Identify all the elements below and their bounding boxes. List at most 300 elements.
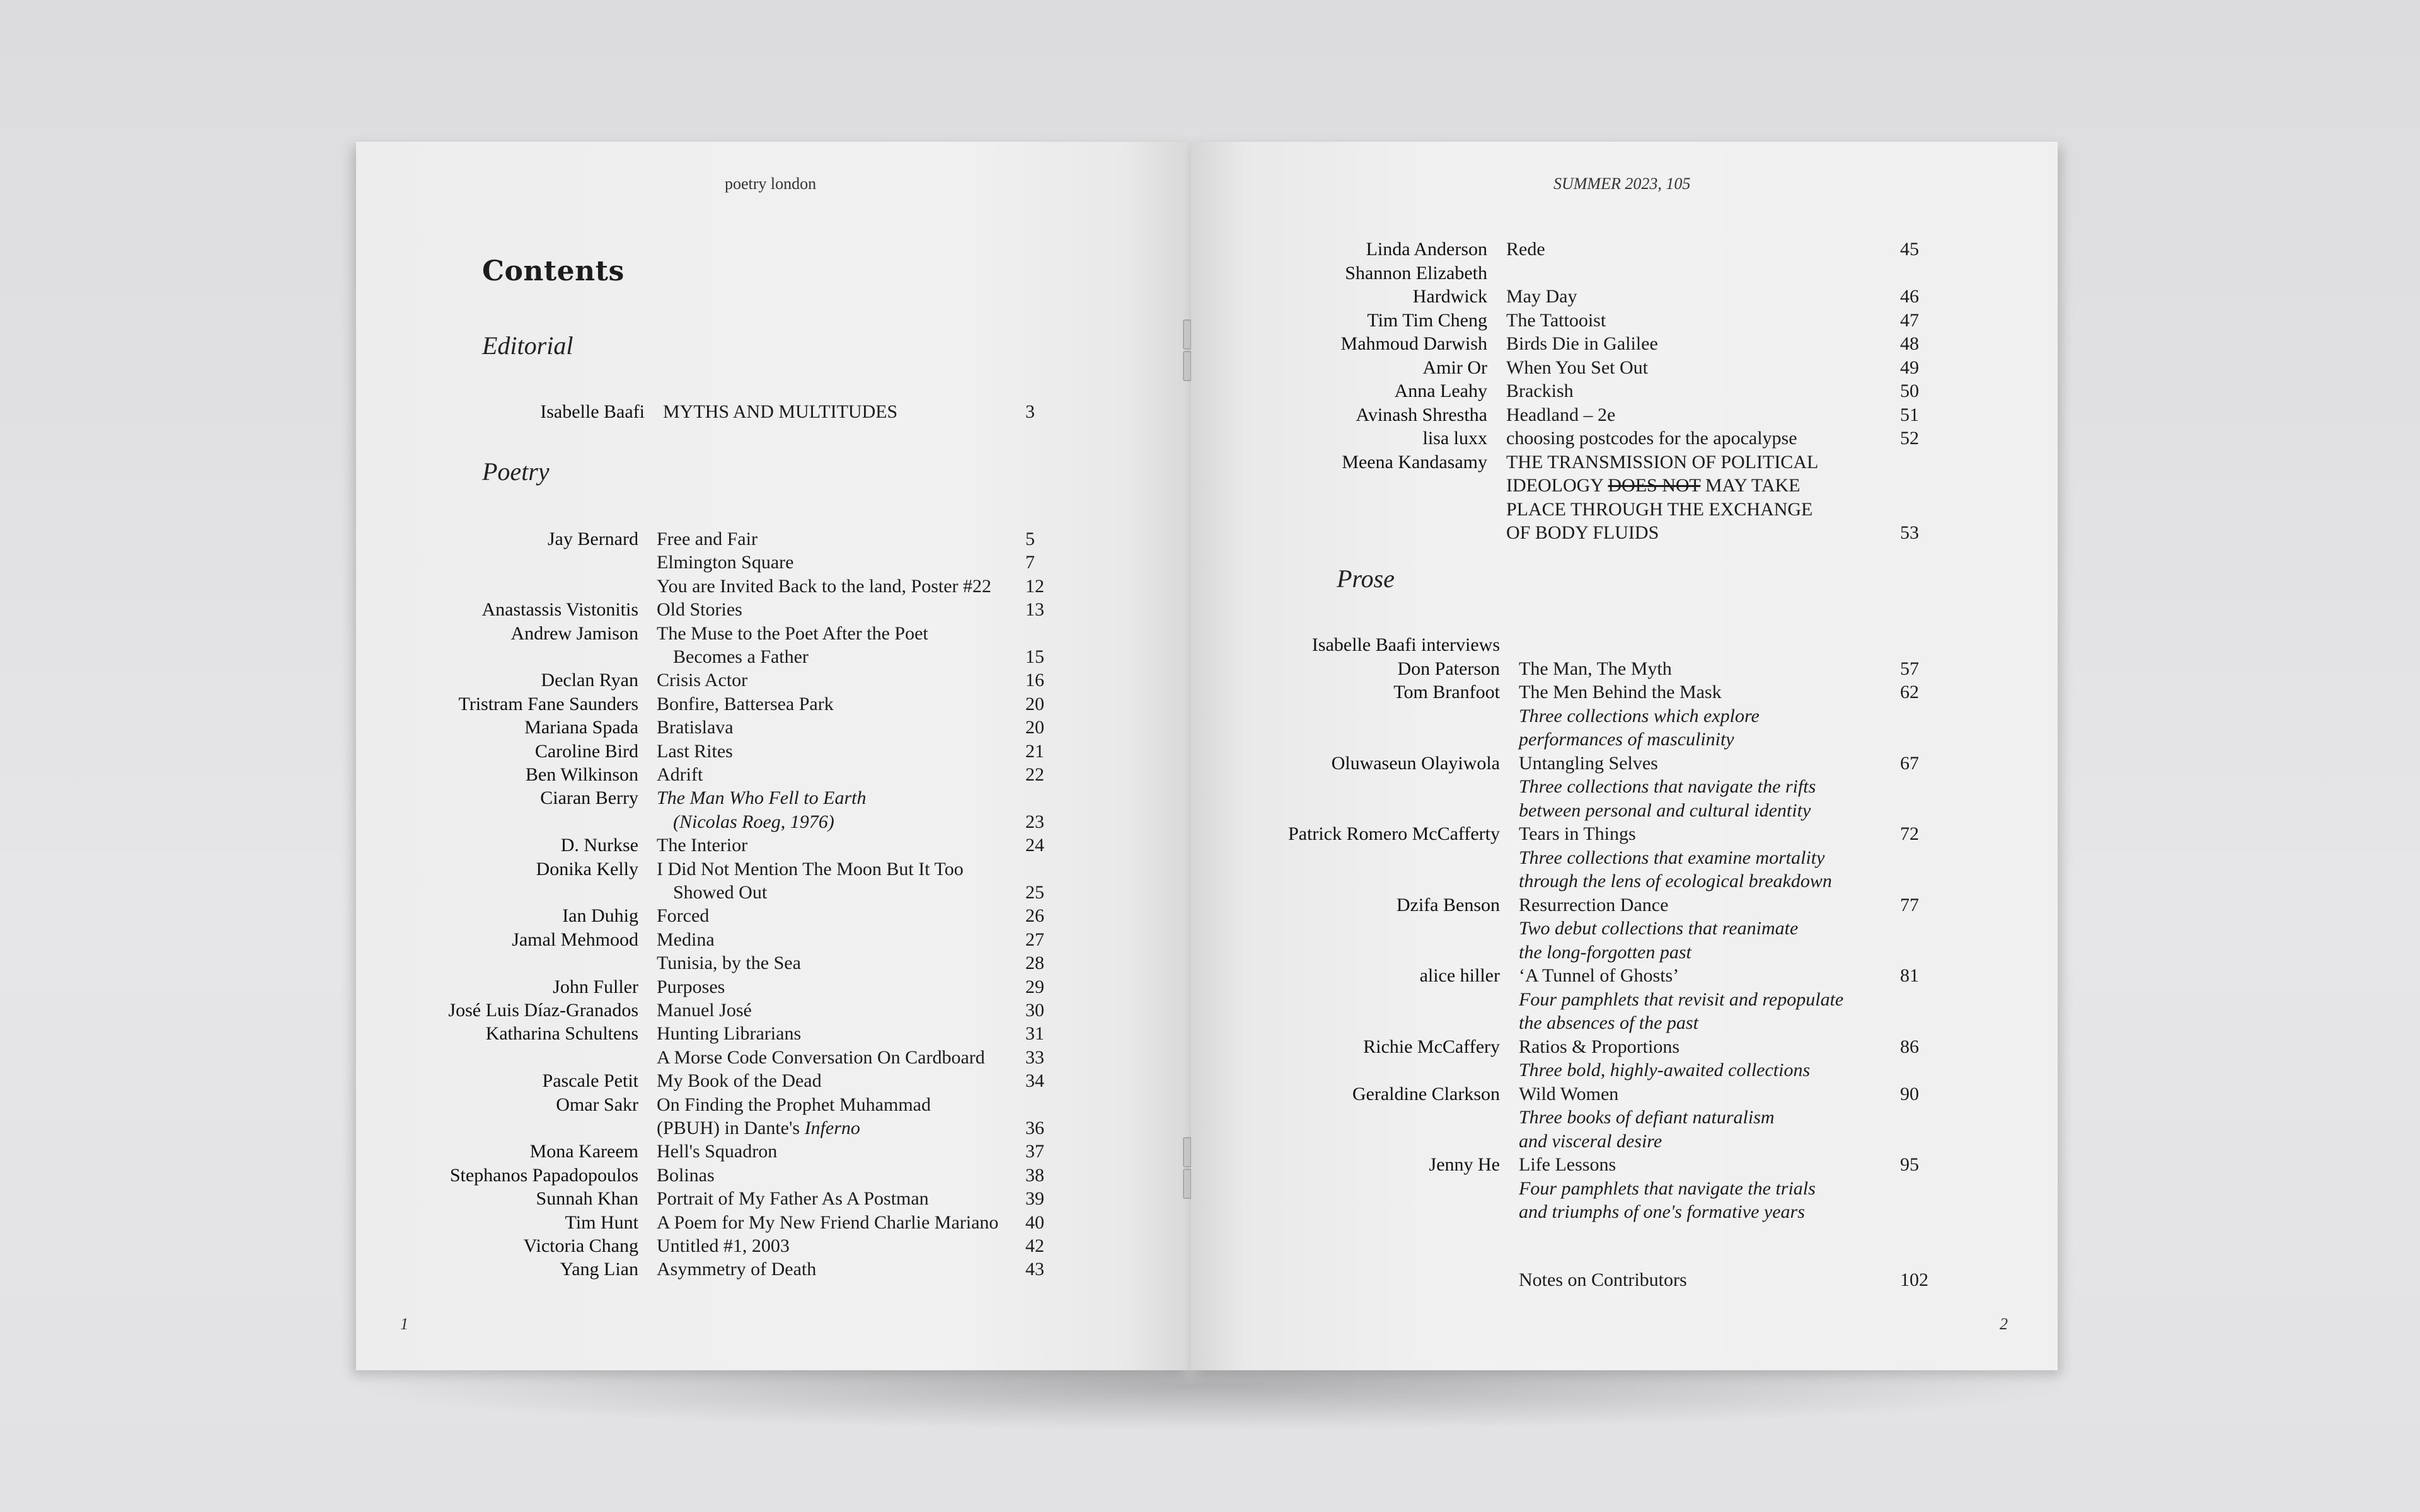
toc-title-text: Life Lessons (1519, 1154, 1616, 1175)
toc-title (1506, 309, 1606, 332)
toc-title-text: (Nicolas Roeg, 1976) (673, 811, 834, 832)
toc-title (1506, 356, 1648, 379)
toc-row (1191, 450, 2058, 474)
toc-row (356, 1187, 1191, 1210)
toc-row (356, 400, 1191, 423)
toc-row (1191, 988, 2058, 1011)
toc-title (657, 1257, 816, 1281)
toc-row (356, 999, 1191, 1022)
toc-row (1191, 752, 2058, 775)
toc-row (1191, 403, 2058, 427)
toc-page-number: 30 (1025, 1000, 1044, 1021)
toc-page-number: 16 (1025, 670, 1044, 691)
toc-page-number: 22 (1025, 764, 1044, 785)
toc-title (1519, 704, 1760, 728)
toc-row (1191, 893, 2058, 917)
toc-row (356, 622, 1191, 645)
running-head-left: poetry london (725, 175, 817, 193)
folio-right: 2 (2000, 1315, 2008, 1333)
toc-title (1519, 869, 1832, 893)
toc-title-text: Ratios & Proportions (1519, 1036, 1680, 1057)
toc-title-text: Four pamphlets that revisit and repopulate (1519, 988, 1844, 1010)
toc-page-number: 72 (1900, 823, 1919, 844)
toc-row (1191, 799, 2058, 822)
toc-page-number: 77 (1900, 894, 1919, 915)
toc-title-text: Medina (657, 929, 715, 950)
toc-title (657, 622, 928, 645)
toc-title (1519, 1200, 1805, 1223)
toc-title-text: Wild Women (1519, 1083, 1619, 1104)
toc-title-text: choosing postcodes for the apocalypse (1506, 428, 1797, 449)
toc-page-number: 40 (1025, 1211, 1044, 1233)
toc-page-number: 31 (1025, 1023, 1044, 1045)
toc-author: Geraldine Clarkson (1352, 1083, 1500, 1104)
toc-row (1191, 680, 2058, 704)
toc-title (1506, 285, 1577, 308)
toc-title (657, 763, 703, 786)
toc-title-text: Hell's Squadron (657, 1141, 778, 1162)
toc-page-number: 15 (1025, 646, 1044, 667)
toc-row (356, 716, 1191, 739)
toc-author: Omar Sakr (556, 1094, 638, 1115)
toc-page-number: 5 (1025, 529, 1035, 549)
toc-title-text: Bolinas (657, 1164, 715, 1186)
toc-title-text: performances of masculinity (1519, 729, 1734, 750)
notes-page: 102 (1900, 1269, 1928, 1290)
toc-page-number: 7 (1025, 552, 1035, 573)
staple-top-2 (1183, 351, 1191, 381)
toc-title-text: OF BODY FLUIDS (1506, 522, 1659, 543)
toc-title-text: and triumphs of one's formative years (1519, 1201, 1805, 1222)
toc-row (356, 928, 1191, 951)
toc-title (1519, 1082, 1618, 1106)
toc-title (1519, 822, 1636, 845)
toc-title-text: The Man, The Myth (1519, 658, 1672, 679)
toc-title-text: Tears in Things (1519, 823, 1636, 844)
toc-author: Pascale Petit (542, 1070, 638, 1092)
toc-row (1191, 238, 2058, 261)
toc-title (1519, 846, 1824, 869)
toc-title-text: Crisis Actor (657, 670, 748, 691)
toc-author: Linda Anderson (1366, 239, 1487, 260)
toc-author: Ian Duhig (562, 905, 638, 927)
toc-title (1519, 657, 1672, 680)
left-page (356, 142, 1191, 1370)
toc-page-number: 3 (1025, 401, 1035, 422)
toc-title-text: Untangling Selves (1519, 752, 1658, 774)
toc-row (356, 740, 1191, 763)
toc-row (1191, 1106, 2058, 1129)
toc-author: Mahmoud Darwish (1340, 333, 1487, 354)
toc-title (1519, 1177, 1816, 1200)
toc-page-number: 25 (1025, 882, 1044, 903)
toc-author: Avinash Shrestha (1356, 404, 1487, 425)
toc-author: Amir Or (1422, 357, 1487, 378)
toc-page-number: 36 (1025, 1118, 1044, 1138)
toc-row (356, 575, 1191, 598)
toc-row (356, 1069, 1191, 1092)
toc-row (356, 692, 1191, 716)
toc-page-number: 34 (1025, 1070, 1044, 1092)
toc-author: alice hiller (1419, 965, 1500, 986)
toc-author: José Luis Díaz-Granados (448, 1000, 638, 1021)
toc-page-number: 38 (1025, 1164, 1044, 1186)
toc-author: Katharina Schultens (485, 1023, 638, 1045)
toc-row (356, 763, 1191, 786)
toc-author: lisa luxx (1422, 428, 1487, 449)
toc-title (1519, 1058, 1810, 1082)
toc-row (1191, 498, 2058, 521)
toc-row (1191, 1153, 2058, 1176)
toc-page-number: 47 (1900, 309, 1919, 331)
toc-author: Oluwaseun Olayiwola (1331, 752, 1500, 774)
toc-title-text: (PBUH) in Dante's (657, 1118, 800, 1138)
toc-author: Tim Tim Cheng (1367, 309, 1487, 331)
toc-title-text: Two debut collections that reanimate (1519, 918, 1799, 939)
toc-author: Victoria Chang (523, 1235, 638, 1256)
toc-row (1191, 704, 2058, 728)
toc-author: Tom Branfoot (1393, 682, 1500, 702)
toc-title (657, 716, 734, 739)
toc-title-text: Resurrection Dance (1519, 894, 1669, 915)
contents-title: Contents (482, 255, 625, 287)
toc-title (1506, 403, 1615, 427)
toc-title (1506, 498, 1812, 521)
toc-title-text: Tunisia, by the Sea (657, 953, 801, 974)
folio-left: 1 (400, 1315, 408, 1333)
toc-row (356, 1164, 1191, 1187)
toc-page-number: 39 (1025, 1188, 1044, 1210)
staple-bottom-2 (1183, 1169, 1191, 1199)
toc-title-text: THE TRANSMISSION OF POLITICAL (1506, 451, 1819, 472)
toc-author: Anastassis Vistonitis (481, 599, 638, 621)
toc-title-text: the absences of the past (1519, 1012, 1698, 1033)
toc-row (356, 1046, 1191, 1069)
toc-title-text: Old Stories (657, 599, 742, 621)
toc-row (356, 1022, 1191, 1045)
toc-author: Isabelle Baafi interviews (1311, 634, 1500, 655)
toc-page-number: 50 (1900, 381, 1919, 401)
toc-page-number: 12 (1025, 575, 1044, 597)
toc-title (1519, 941, 1691, 964)
toc-page-number: 37 (1025, 1141, 1044, 1162)
toc-row (1191, 1011, 2058, 1034)
toc-title (657, 1093, 931, 1116)
toc-title (657, 904, 709, 927)
toc-row (1191, 309, 2058, 332)
toc-row (1191, 846, 2058, 869)
toc-author: Jenny He (1429, 1154, 1500, 1175)
toc-title (1519, 680, 1722, 704)
toc-title-text: I Did Not Mention The Moon But It Too (657, 858, 964, 879)
toc-title (657, 692, 834, 716)
toc-row (1191, 521, 2058, 544)
toc-page-number: 23 (1025, 811, 1044, 832)
toc-title (657, 740, 733, 763)
toc-title (673, 810, 834, 833)
toc-title (1506, 332, 1658, 355)
toc-page-number: 43 (1025, 1259, 1044, 1280)
toc-title-text: Three collections that examine mortality (1519, 847, 1825, 868)
toc-title-text: Free and Fair (657, 529, 758, 549)
toc-title-text: Bonfire, Battersea Park (657, 693, 834, 714)
toc-row (356, 668, 1191, 692)
toc-title (657, 951, 801, 975)
toc-row (1191, 822, 2058, 845)
toc-title (1519, 1153, 1616, 1176)
toc-row (356, 1257, 1191, 1281)
toc-author: Patrick Romero McCafferty (1288, 823, 1500, 844)
toc-title-text: My Book of the Dead (657, 1070, 822, 1092)
toc-row (356, 1116, 1191, 1140)
toc-author: Isabelle Baafi (540, 401, 645, 422)
toc-title-text: The Man Who Fell to Earth (657, 788, 867, 809)
toc-author: Ben Wilkinson (525, 764, 638, 785)
toc-author: Meena Kandasamy (1342, 451, 1487, 472)
toc-title (657, 1164, 715, 1187)
toc-page-number: 49 (1900, 357, 1919, 378)
toc-row (1191, 427, 2058, 450)
toc-title-text: PLACE THROUGH THE EXCHANGE (1506, 498, 1813, 520)
toc-author: Anna Leahy (1394, 381, 1487, 401)
toc-title-text: Last Rites (657, 740, 733, 762)
toc-title (657, 598, 742, 621)
prose-heading: Prose (1337, 564, 1395, 593)
toc-title (1506, 427, 1797, 450)
toc-row (1191, 917, 2058, 940)
toc-row (356, 975, 1191, 999)
toc-title (1519, 917, 1798, 940)
toc-author: John Fuller (553, 976, 638, 997)
toc-row (356, 881, 1191, 904)
toc-title (1519, 964, 1679, 987)
toc-row (1191, 1200, 2058, 1223)
toc-title (657, 527, 758, 551)
toc-title-text: Becomes a Father (673, 646, 809, 667)
toc-page-number: 57 (1900, 658, 1919, 679)
staple-bottom (1183, 1137, 1191, 1167)
toc-page-number: 90 (1900, 1083, 1919, 1104)
toc-row (1191, 869, 2058, 893)
toc-author: Jamal Mehmood (512, 929, 638, 950)
toc-page-number: 20 (1025, 693, 1044, 714)
toc-page-number: 29 (1025, 976, 1044, 997)
toc-row (356, 1211, 1191, 1234)
toc-row (1191, 1177, 2058, 1200)
toc-author: Don Paterson (1397, 658, 1500, 679)
toc-author: Donika Kelly (536, 858, 638, 879)
toc-title (1519, 752, 1658, 775)
toc-page-number: 13 (1025, 599, 1044, 621)
toc-author: Mariana Spada (524, 717, 638, 738)
toc-title-text: Three bold, highly-awaited collections (1519, 1060, 1811, 1080)
toc-title (657, 1069, 822, 1092)
toc-page-number: 86 (1900, 1036, 1919, 1057)
notes-title: Notes on Contributors (1519, 1269, 1687, 1290)
toc-page-number: 24 (1025, 835, 1044, 856)
toc-author: Mona Kareem (529, 1141, 638, 1162)
toc-row (1191, 775, 2058, 798)
toc-title-text: Bratislava (657, 717, 734, 738)
toc-title-text: You are Invited Back to the land, Poster #22 (657, 575, 992, 597)
toc-title-text: MYTHS AND MULTITUDES (663, 401, 898, 422)
toc-row (1191, 1130, 2058, 1153)
toc-page-number: 26 (1025, 905, 1044, 927)
toc-row (1191, 941, 2058, 964)
toc-title-text: Birds Die in Galilee (1506, 333, 1658, 354)
toc-row (1191, 474, 2058, 497)
toc-title (657, 1022, 801, 1045)
toc-title-text: Rede (1506, 239, 1545, 260)
toc-title-text: Portrait of My Father As A Postman (657, 1188, 929, 1210)
toc-author: Sunnah Khan (536, 1188, 638, 1210)
toc-page-number: 20 (1025, 717, 1044, 738)
toc-author: Richie McCaffery (1363, 1036, 1500, 1057)
toc-title (657, 975, 725, 999)
toc-page-number: 46 (1900, 286, 1919, 307)
toc-title (657, 999, 752, 1022)
running-head-right: SUMMER 2023, 105 (1553, 175, 1691, 193)
toc-page-number: 81 (1900, 965, 1919, 986)
toc-title-strikethrough: DOES NOT (1608, 475, 1701, 496)
toc-title (657, 928, 715, 951)
toc-author: Ciaran Berry (540, 788, 638, 809)
toc-author: Stephanos Papadopoulos (449, 1164, 638, 1186)
toc-title (657, 551, 793, 574)
toc-author: Declan Ryan (541, 670, 638, 691)
toc-page-number: 51 (1900, 404, 1919, 425)
toc-author: Tristram Fane Saunders (458, 693, 638, 714)
toc-row (356, 951, 1191, 975)
toc-title-text: Brackish (1506, 381, 1574, 401)
toc-title-text: Showed Out (673, 882, 768, 903)
toc-row (1191, 964, 2058, 987)
toc-title-text: Three books of defiant naturalism (1519, 1107, 1775, 1128)
toc-title-text: Four pamphlets that navigate the trials (1519, 1177, 1816, 1199)
toc-page-number: 95 (1900, 1154, 1919, 1175)
toc-title (1519, 893, 1668, 917)
toc-author: Tim Hunt (565, 1211, 638, 1233)
toc-row (1191, 633, 2058, 656)
toc-title (1506, 450, 1818, 474)
toc-row (356, 833, 1191, 857)
toc-title (657, 668, 747, 692)
notes-row (1191, 1268, 2058, 1292)
toc-page-number: 33 (1025, 1046, 1044, 1068)
toc-title (1506, 521, 1659, 544)
toc-title-text: Hunting Librarians (657, 1023, 802, 1045)
toc-page-number: 42 (1025, 1235, 1044, 1256)
toc-row (1191, 1035, 2058, 1058)
toc-row (356, 1093, 1191, 1116)
toc-author: Andrew Jamison (510, 622, 638, 644)
right-page (1191, 142, 2058, 1370)
toc-title-text: Purposes (657, 976, 725, 997)
toc-row (356, 857, 1191, 881)
toc-row (356, 645, 1191, 668)
toc-author: Yang Lian (560, 1259, 638, 1280)
toc-title (1519, 775, 1816, 798)
toc-author: Dzifa Benson (1396, 894, 1500, 915)
toc-title-text: the long-forgotten past (1519, 941, 1691, 963)
toc-title (657, 833, 747, 857)
toc-title (1506, 379, 1574, 403)
toc-title (657, 857, 964, 881)
toc-title (657, 1234, 790, 1257)
toc-title (657, 1187, 929, 1210)
toc-title-text: May Day (1506, 286, 1577, 307)
toc-title-text: The Interior (657, 835, 748, 856)
toc-title-italic: Inferno (804, 1118, 860, 1138)
toc-title-text: between personal and cultural identity (1519, 799, 1811, 821)
toc-page-number: 28 (1025, 953, 1044, 974)
toc-title (1519, 1035, 1680, 1058)
toc-title-text: A Morse Code Conversation On Cardboard (657, 1046, 985, 1068)
toc-title-text: Three collections that navigate the rifts (1519, 776, 1816, 797)
toc-title (673, 645, 809, 668)
toc-title-text: Elmington Square (657, 552, 794, 573)
toc-title-text: Headland – 2e (1506, 404, 1616, 425)
toc-row (1191, 379, 2058, 403)
toc-row (1191, 261, 2058, 285)
toc-row (356, 810, 1191, 833)
toc-title (657, 1140, 777, 1163)
toc-author: Jay Bernard (547, 529, 638, 549)
toc-title (673, 881, 767, 904)
toc-row (1191, 728, 2058, 751)
toc-title (1519, 988, 1843, 1011)
toc-author: Shannon Elizabeth (1345, 262, 1487, 284)
toc-row (1191, 1058, 2058, 1082)
toc-title-text: Asymmetry of Death (657, 1259, 817, 1280)
toc-title (1506, 474, 1801, 497)
toc-title-text: and visceral desire (1519, 1130, 1662, 1152)
toc-row (356, 551, 1191, 574)
toc-row (356, 598, 1191, 621)
toc-title-text: IDEOLOGY (1506, 475, 1603, 496)
toc-row (1191, 285, 2058, 308)
toc-title (657, 1116, 860, 1140)
toc-title-text: The Muse to the Poet After the Poet (657, 622, 928, 644)
toc-title (657, 1211, 998, 1234)
toc-title (663, 400, 897, 423)
editorial-heading: Editorial (482, 331, 573, 360)
toc-row (356, 1140, 1191, 1163)
toc-page-number: 27 (1025, 929, 1044, 950)
toc-author: D. Nurkse (560, 835, 638, 856)
toc-page-number: 45 (1900, 239, 1919, 260)
toc-title-text: The Men Behind the Mask (1519, 682, 1722, 702)
toc-title (1519, 728, 1734, 751)
toc-title-text: Three collections which explore (1519, 705, 1760, 726)
toc-title (657, 786, 866, 810)
toc-row (1191, 1082, 2058, 1106)
toc-title (657, 575, 991, 598)
toc-title (657, 1046, 985, 1069)
toc-author: Hardwick (1412, 286, 1487, 307)
toc-row (1191, 657, 2058, 680)
toc-row (356, 904, 1191, 927)
toc-title-text: A Poem for My New Friend Charlie Mariano (657, 1211, 999, 1233)
toc-row (356, 1234, 1191, 1257)
toc-title-text: When You Set Out (1506, 357, 1649, 378)
staple-top (1183, 319, 1191, 350)
toc-row (356, 527, 1191, 551)
toc-row (1191, 332, 2058, 355)
toc-title (1519, 1011, 1698, 1034)
toc-title-text: On Finding the Prophet Muhammad (657, 1094, 931, 1115)
toc-page-number: 67 (1900, 752, 1919, 774)
